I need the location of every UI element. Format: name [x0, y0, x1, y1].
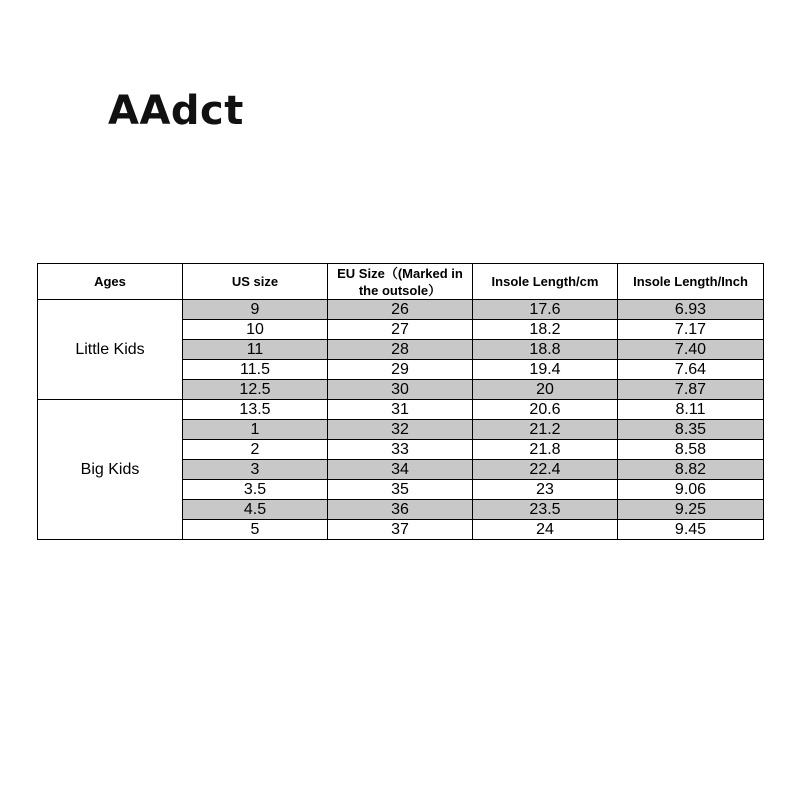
us-size-cell: 4.5 — [183, 500, 328, 520]
insole-inch-cell: 7.87 — [618, 380, 764, 400]
us-size-cell: 11.5 — [183, 360, 328, 380]
insole-cm-cell: 24 — [473, 520, 618, 540]
eu-size-cell: 32 — [328, 420, 473, 440]
us-size-cell: 5 — [183, 520, 328, 540]
us-size-cell: 1 — [183, 420, 328, 440]
insole-cm-cell: 23.5 — [473, 500, 618, 520]
us-size-cell: 3.5 — [183, 480, 328, 500]
header-row — [38, 264, 764, 300]
us-size-cell: 2 — [183, 440, 328, 460]
us-size-cell: 12.5 — [183, 380, 328, 400]
insole-cm-cell: 20.6 — [473, 400, 618, 420]
table-row — [38, 300, 764, 320]
insole-cm-cell: 18.8 — [473, 340, 618, 360]
header-us-size: US size — [183, 264, 328, 300]
us-size-cell: 11 — [183, 340, 328, 360]
header-insole-inch: Insole Length/Inch — [618, 264, 764, 300]
insole-cm-cell: 21.8 — [473, 440, 618, 460]
insole-cm-cell: 19.4 — [473, 360, 618, 380]
eu-size-cell: 34 — [328, 460, 473, 480]
brand-logo-text: AAdct — [108, 88, 244, 134]
size-chart-table — [37, 263, 764, 540]
insole-inch-cell: 7.64 — [618, 360, 764, 380]
insole-inch-cell: 8.35 — [618, 420, 764, 440]
insole-inch-cell: 7.40 — [618, 340, 764, 360]
insole-inch-cell: 6.93 — [618, 300, 764, 320]
insole-inch-cell: 8.82 — [618, 460, 764, 480]
insole-cm-cell: 23 — [473, 480, 618, 500]
header-ages: Ages — [38, 264, 183, 300]
header-insole-cm: Insole Length/cm — [473, 264, 618, 300]
eu-size-cell: 27 — [328, 320, 473, 340]
us-size-cell: 9 — [183, 300, 328, 320]
age-group-cell: Big Kids — [38, 400, 183, 540]
insole-inch-cell: 9.06 — [618, 480, 764, 500]
us-size-cell: 13.5 — [183, 400, 328, 420]
insole-cm-cell: 22.4 — [473, 460, 618, 480]
insole-cm-cell: 20 — [473, 380, 618, 400]
eu-size-cell: 26 — [328, 300, 473, 320]
insole-inch-cell: 8.58 — [618, 440, 764, 460]
eu-size-cell: 35 — [328, 480, 473, 500]
insole-inch-cell: 9.45 — [618, 520, 764, 540]
us-size-cell: 10 — [183, 320, 328, 340]
eu-size-cell: 37 — [328, 520, 473, 540]
insole-cm-cell: 21.2 — [473, 420, 618, 440]
size-chart-body — [38, 300, 764, 540]
us-size-cell: 3 — [183, 460, 328, 480]
eu-size-cell: 33 — [328, 440, 473, 460]
eu-size-cell: 29 — [328, 360, 473, 380]
eu-size-cell: 31 — [328, 400, 473, 420]
insole-inch-cell: 9.25 — [618, 500, 764, 520]
insole-cm-cell: 18.2 — [473, 320, 618, 340]
header-eu-size: EU Size（(Marked in the outsole） — [328, 264, 473, 300]
insole-cm-cell: 17.6 — [473, 300, 618, 320]
eu-size-cell: 36 — [328, 500, 473, 520]
insole-inch-cell: 8.11 — [618, 400, 764, 420]
table-row — [38, 400, 764, 420]
insole-inch-cell: 7.17 — [618, 320, 764, 340]
eu-size-cell: 28 — [328, 340, 473, 360]
eu-size-cell: 30 — [328, 380, 473, 400]
age-group-cell: Little Kids — [38, 300, 183, 400]
